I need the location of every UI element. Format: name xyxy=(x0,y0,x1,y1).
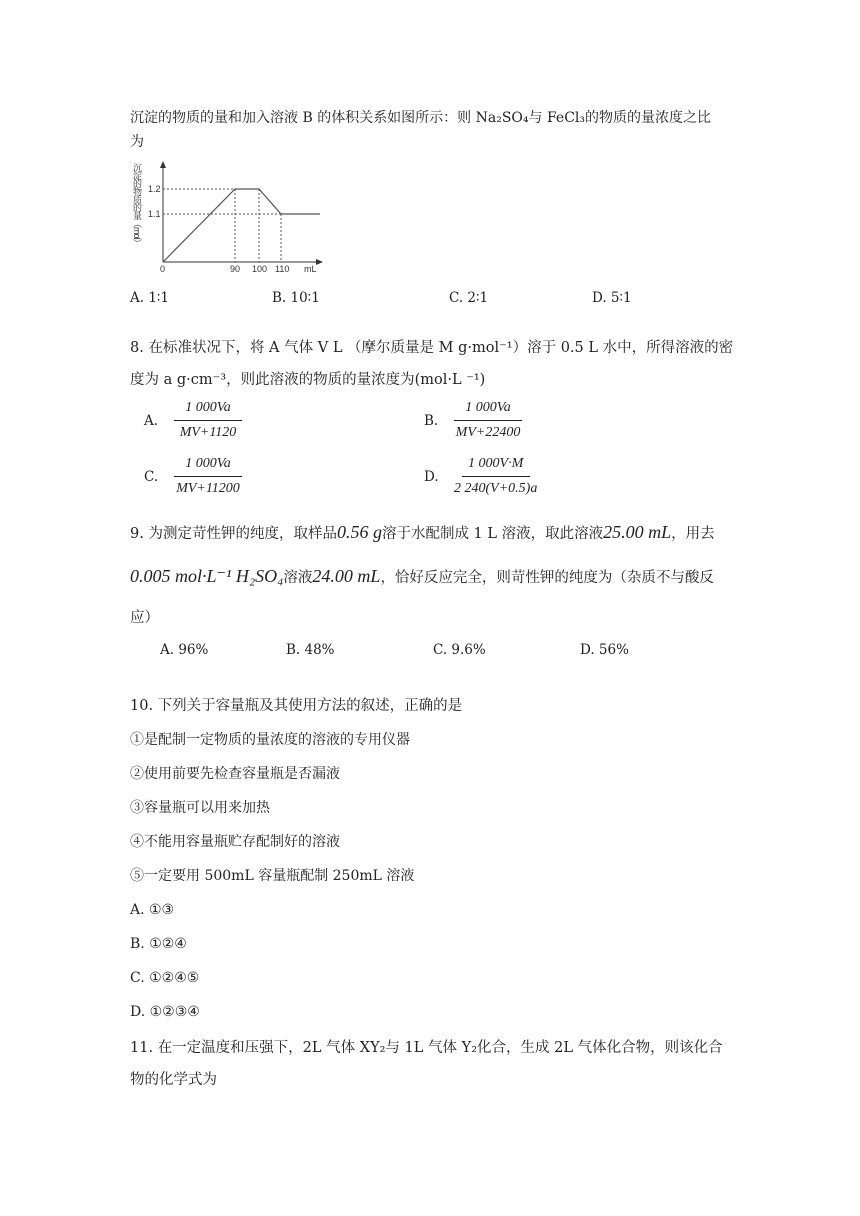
precipitate-series-line xyxy=(163,189,320,262)
q9-aliquot-volume: 25.00 mL xyxy=(603,522,672,542)
q11-line-1: 11. 在一定温度和压强下，2L 气体 XY₂与 1L 气体 Y₂化合，生成 2L 气体化合物，则该化合 xyxy=(130,1040,723,1056)
q8-option-b[interactable]: B. $\frac{1 000Va}{MV+22400}$ xyxy=(424,400,521,440)
q10-statement-3: ③容量瓶可以用来加热 xyxy=(130,800,270,816)
q9-acid-volume: 24.00 mL xyxy=(312,566,381,586)
intro-line-2: 为 xyxy=(130,134,144,150)
q7-option-a[interactable]: A. 1∶1 xyxy=(130,290,170,306)
q10-option-b[interactable]: B. ①②④ xyxy=(130,936,187,952)
q9-line-2: 0.005 mol·L⁻¹ H₂SO₄溶液24.00 mL，恰好反应完全，则苛性钾的纯度为（杂质不与酸反 xyxy=(130,566,714,586)
intro-line-1: 沉淀的物质的量和加入溶液 B 的体积关系如图所示：则 Na₂SO₄与 FeCl₃的物质的量浓度之比 xyxy=(130,110,712,126)
q10-option-c[interactable]: C. ①②④⑤ xyxy=(130,970,200,986)
q7-option-c[interactable]: C. 2∶1 xyxy=(449,290,489,306)
q10-statement-5: ⑤一定要用 500mL 容量瓶配制 250mL 溶液 xyxy=(130,868,415,884)
q7-option-b[interactable]: B. 10∶1 xyxy=(272,290,320,306)
q10-option-d[interactable]: D. ①②③④ xyxy=(130,1004,200,1020)
q11-line-2: 物的化学式为 xyxy=(130,1072,217,1088)
q9-option-b[interactable]: B. 48% xyxy=(286,642,335,658)
xtick-110: 110 xyxy=(275,264,290,274)
q8-line-2: 度为 a g·cm⁻³，则此溶液的物质的量浓度为(mol·L ⁻¹) xyxy=(130,372,486,388)
q8-option-d[interactable]: D. $\frac{1 000V\cdot M}{2 240(V+0.5)a}$ xyxy=(424,456,538,496)
q9-option-a[interactable]: A. 96% xyxy=(160,642,209,658)
q8-option-c[interactable]: C. $\frac{1 000Va}{MV+11200}$ xyxy=(144,456,242,497)
q7-option-d[interactable]: D. 5∶1 xyxy=(592,290,632,306)
xtick-90: 90 xyxy=(230,264,241,274)
q10-title: 10. 下列关于容量瓶及其使用方法的叙述，正确的是 xyxy=(130,698,463,714)
q9-line-1: 9. 为测定苛性钾的纯度，取样品0.56 g溶于水配制成 1 L 溶液，取此溶液25.00 mL，用去 xyxy=(130,522,715,542)
q9-option-c[interactable]: C. 9.6% xyxy=(433,642,486,658)
q10-option-a[interactable]: A. ①③ xyxy=(130,902,175,918)
origin-label: 0 xyxy=(160,264,166,274)
q9-acid-concentration: 0.005 mol·L⁻¹ H₂SO₄ xyxy=(130,566,284,586)
xtick-100: 100 xyxy=(252,264,268,274)
q9-line-3: 应） xyxy=(130,610,159,626)
q10-statement-1: ①是配制一定物质的量浓度的溶液的专用仪器 xyxy=(130,732,410,748)
xunit-label: mL xyxy=(304,264,317,274)
ytick-1-2: 1.2 xyxy=(148,184,161,194)
q10-statement-2: ②使用前要先检查容量瓶是否漏液 xyxy=(130,766,340,782)
y-axis-arrow xyxy=(160,161,166,168)
precipitate-chart xyxy=(128,158,328,276)
ytick-1-1: 1.1 xyxy=(148,209,161,219)
q8-option-a[interactable]: A. $\frac{1 000Va}{MV+1120}$ xyxy=(144,400,242,441)
chart-ylabel: 沉淀的物质的量（mol） xyxy=(132,163,142,247)
q9-option-d[interactable]: D. 56% xyxy=(580,642,629,658)
q8-line-1: 8. 在标准状况下，将 A 气体 V L （摩尔质量是 M g·mol⁻¹）溶于 0.5 L 水中，所得溶液的密 xyxy=(130,340,734,356)
q9-sample-mass: 0.56 g xyxy=(336,522,382,542)
q10-statement-4: ④不能用容量瓶贮存配制好的溶液 xyxy=(130,834,340,850)
x-axis-arrow xyxy=(316,259,323,265)
